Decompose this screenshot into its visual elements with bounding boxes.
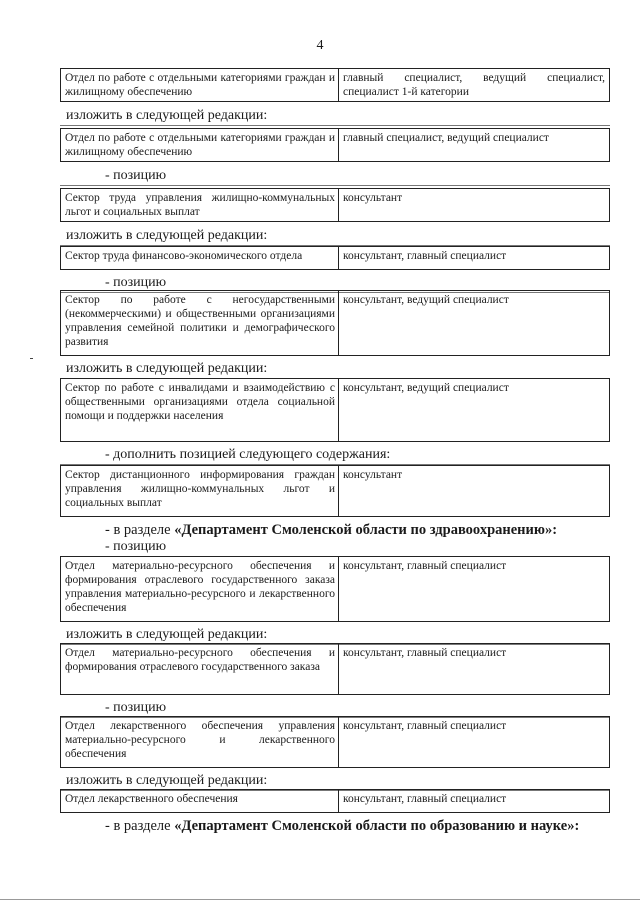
positions-cell: консультант, главный специалист xyxy=(343,560,507,572)
scan-artifact xyxy=(30,358,33,359)
instruction-line: изложить в следующей редакции: xyxy=(66,773,268,788)
department-cell: Отдел материально-ресурсного обеспечения и формирования отраслевого государственного заказа xyxy=(61,644,339,694)
position-table-row xyxy=(60,556,610,622)
department-cell: Отдел по работе с отдельными категориями граждан и жилищному обеспечению xyxy=(61,69,339,101)
position-table-row xyxy=(60,246,610,270)
bottom-scan-rule xyxy=(0,899,640,900)
position-table-row xyxy=(60,789,610,813)
department-cell: Сектор дистанционного информирования граждан управления жилищно-коммунальных льгот и социальных выплат xyxy=(61,466,339,516)
department-cell: Отдел лекарственного обеспечения управления материально-ресурсного и лекарственного обеспечения xyxy=(61,717,339,767)
positions-cell: консультант, главный специалист xyxy=(343,250,507,262)
position-table-row xyxy=(60,290,610,356)
department-cell: Отдел лекарственного обеспечения xyxy=(61,790,339,812)
department-cell: Сектор по работе с негосударственными (некоммерческими) и общественными организациями управления семейной политики и демографического развития xyxy=(61,291,339,355)
department-cell: Сектор труда управления жилищно-коммунальных льгот и социальных выплат xyxy=(61,189,339,221)
positions-cell: консультант, главный специалист xyxy=(343,793,507,805)
section-heading-title: «Департамент Смоленской области по здравоохранению»: xyxy=(174,522,558,538)
department-cell: Отдел материально-ресурсного обеспечения и формирования отраслевого государственного заказа управления материально-ресурсного и лекарственного обеспечения xyxy=(61,557,339,621)
section-heading-prefix: - в разделе xyxy=(105,522,175,538)
instruction-underline xyxy=(60,125,610,126)
section-heading xyxy=(105,818,579,834)
position-table-row xyxy=(60,378,610,442)
department-cell: Сектор по работе с инвалидами и взаимодействию с общественными организациями отдела социальной помощи и поддержки населения xyxy=(61,379,339,441)
positions-cell: консультант, главный специалист xyxy=(343,647,507,659)
instruction-line: - позицию xyxy=(105,168,167,183)
instruction-line: изложить в следующей редакции: xyxy=(66,627,268,642)
positions-cell: консультант xyxy=(343,192,403,204)
instruction-line: - позицию xyxy=(105,275,167,290)
positions-cell: консультант, ведущий специалист xyxy=(343,294,509,306)
position-table-row xyxy=(60,643,610,695)
instruction-line: изложить в следующей редакции: xyxy=(66,228,268,243)
positions-cell: главный специалист, ведущий специалист, специалист 1-й категории xyxy=(343,72,605,98)
positions-cell: консультант, ведущий специалист xyxy=(343,382,509,394)
position-table-row xyxy=(60,716,610,768)
position-table-row xyxy=(60,68,610,102)
section-heading-prefix: - в разделе xyxy=(105,818,175,834)
instruction-line: - дополнить позицией следующего содержания: xyxy=(105,447,391,462)
position-table-row xyxy=(60,128,610,162)
position-table-row xyxy=(60,465,610,517)
positions-cell: главный специалист, ведущий специалист xyxy=(343,132,549,144)
instruction-line: - позицию xyxy=(105,700,167,715)
positions-cell: консультант, главный специалист xyxy=(343,720,507,732)
instruction-line: изложить в следующей редакции: xyxy=(66,108,268,123)
page-number: 4 xyxy=(316,38,324,53)
instruction-underline xyxy=(60,185,610,186)
department-cell: Сектор труда финансово-экономического отдела xyxy=(61,247,339,269)
department-cell: Отдел по работе с отдельными категориями граждан и жилищному обеспечению xyxy=(61,129,339,161)
instruction-line: изложить в следующей редакции: xyxy=(66,361,268,376)
positions-cell: консультант xyxy=(343,469,403,481)
position-table-row xyxy=(60,188,610,222)
instruction-line: - позицию xyxy=(105,539,167,554)
section-heading xyxy=(105,522,557,538)
section-heading-title: «Департамент Смоленской области по образованию и науке»: xyxy=(174,818,580,834)
